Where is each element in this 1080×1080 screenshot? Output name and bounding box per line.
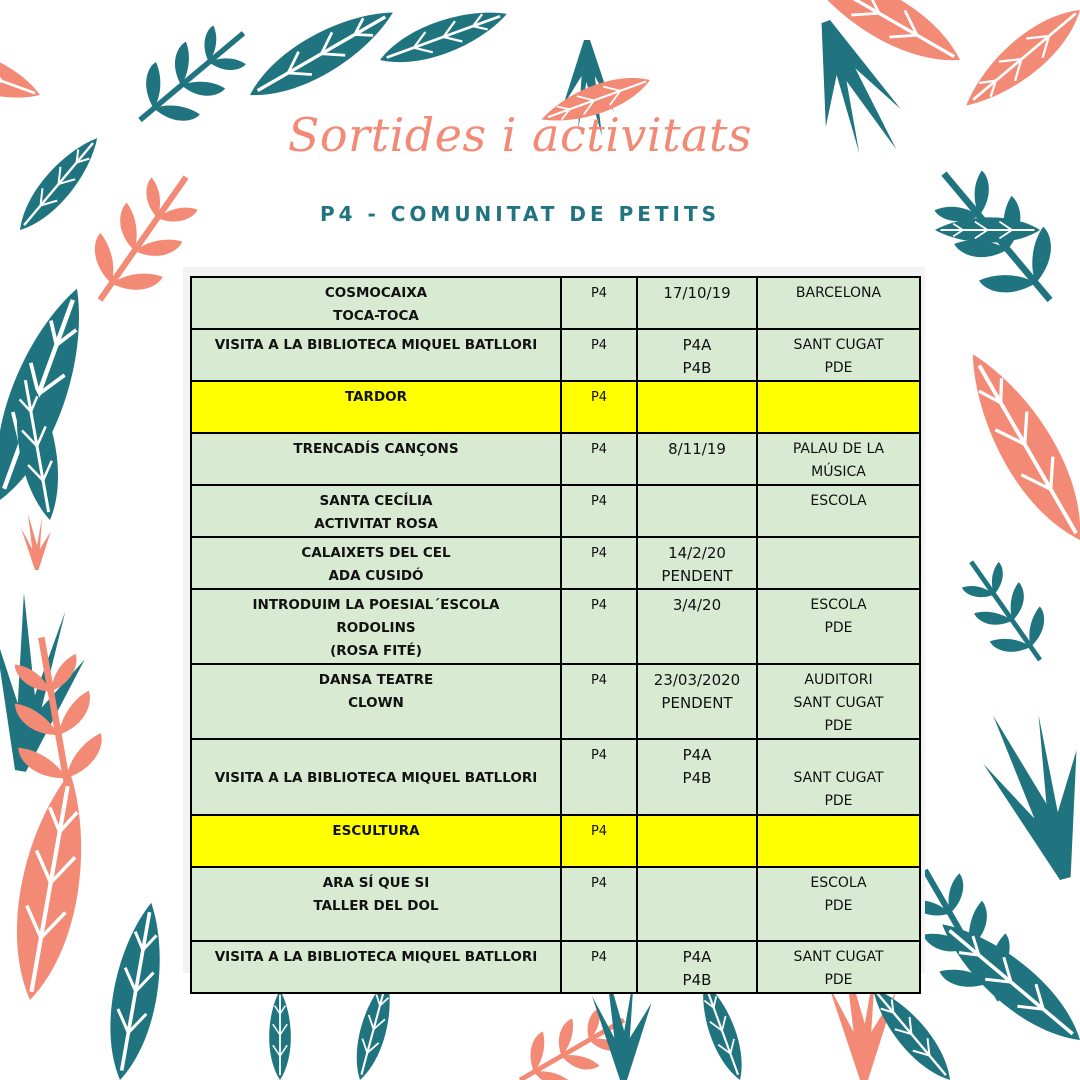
date-line: 8/11/19 <box>668 440 726 458</box>
activity-line: ADA CUSIDÓ <box>328 568 424 584</box>
place-cell <box>757 589 920 664</box>
level-cell <box>561 329 637 381</box>
place-line: ESCOLA <box>810 875 867 891</box>
activity-line: INTRODUIM LA POESIAL´ESCOLA <box>252 597 500 613</box>
activity-line: CALAIXETS DEL CEL <box>301 545 451 561</box>
activity-cell <box>191 433 561 485</box>
table-row <box>191 381 920 433</box>
activity-line: DANSA TEATRE <box>318 672 434 688</box>
activity-line: TOCA-TOCA <box>333 308 419 324</box>
level-cell <box>561 277 637 329</box>
activity-line: ACTIVITAT ROSA <box>314 516 438 532</box>
page-title: Sortides i activitats <box>287 108 753 162</box>
table-row <box>191 815 920 867</box>
activity-line: (ROSA FITÉ) <box>330 643 422 659</box>
level-cell <box>561 739 637 815</box>
place-line: SANT CUGAT <box>793 695 884 711</box>
activity-line: ARA SÍ QUE SI <box>322 875 430 891</box>
place-line: SANT CUGAT <box>793 337 884 353</box>
activity-cell <box>191 277 561 329</box>
place-line: PDE <box>824 972 853 988</box>
level-cell <box>561 381 637 433</box>
activity-line: VISITA A LA BIBLIOTECA MIQUEL BATLLORI <box>214 770 538 786</box>
place-line: AUDITORI <box>804 672 873 688</box>
activity-cell <box>191 589 561 664</box>
activity-cell <box>191 537 561 589</box>
activities-table-body <box>191 277 920 993</box>
level-text: P4 <box>590 673 608 688</box>
activity-line: CLOWN <box>348 695 404 711</box>
table-row <box>191 537 920 589</box>
table-row <box>191 329 920 381</box>
activity-cell <box>191 381 561 433</box>
date-line: P4B <box>682 971 712 989</box>
activity-line: TRENCADÍS CANÇONS <box>293 441 459 457</box>
date-cell <box>637 329 757 381</box>
date-cell <box>637 867 757 941</box>
activities-table <box>190 276 921 994</box>
activity-cell <box>191 664 561 739</box>
date-line: 14/2/20 <box>668 544 726 562</box>
level-cell <box>561 433 637 485</box>
table-row <box>191 941 920 993</box>
date-cell <box>637 381 757 433</box>
activity-cell <box>191 867 561 941</box>
level-cell <box>561 589 637 664</box>
place-line: PDE <box>824 793 853 809</box>
table-row <box>191 739 920 815</box>
date-cell <box>637 485 757 537</box>
level-text: P4 <box>590 390 608 405</box>
level-cell <box>561 815 637 867</box>
table-row <box>191 277 920 329</box>
place-cell <box>757 485 920 537</box>
date-cell <box>637 589 757 664</box>
level-cell <box>561 537 637 589</box>
activity-cell <box>191 815 561 867</box>
date-line: PENDENT <box>661 567 733 585</box>
activity-cell <box>191 739 561 815</box>
level-cell <box>561 485 637 537</box>
table-row <box>191 867 920 941</box>
place-cell <box>757 815 920 867</box>
activity-line: VISITA A LA BIBLIOTECA MIQUEL BATLLORI <box>214 337 538 353</box>
place-cell <box>757 664 920 739</box>
place-cell <box>757 277 920 329</box>
level-cell <box>561 664 637 739</box>
place-cell <box>757 329 920 381</box>
place-line: PDE <box>824 360 853 376</box>
activity-cell <box>191 485 561 537</box>
activity-cell <box>191 941 561 993</box>
activity-line: RODOLINS <box>336 620 416 636</box>
activity-line: VISITA A LA BIBLIOTECA MIQUEL BATLLORI <box>214 949 538 965</box>
level-cell <box>561 941 637 993</box>
date-line: P4A <box>682 336 712 354</box>
place-line: PALAU DE LA <box>792 441 885 457</box>
date-cell <box>637 739 757 815</box>
place-line: ESCOLA <box>810 597 867 613</box>
level-text: P4 <box>590 824 608 839</box>
level-text: P4 <box>590 748 608 763</box>
date-cell <box>637 433 757 485</box>
date-cell <box>637 277 757 329</box>
place-cell <box>757 537 920 589</box>
date-line: P4A <box>682 948 712 966</box>
level-text: P4 <box>590 494 608 509</box>
activity-line: TARDOR <box>344 389 408 405</box>
level-text: P4 <box>590 338 608 353</box>
place-line: PDE <box>824 620 853 636</box>
date-line: 17/10/19 <box>663 284 731 302</box>
place-line: SANT CUGAT <box>793 949 884 965</box>
activity-line: COSMOCAIXA <box>324 285 428 301</box>
place-cell <box>757 867 920 941</box>
level-text: P4 <box>590 286 608 301</box>
level-text: P4 <box>590 442 608 457</box>
date-cell <box>637 815 757 867</box>
level-text: P4 <box>590 598 608 613</box>
place-cell <box>757 381 920 433</box>
table-row <box>191 589 920 664</box>
activity-line: TALLER DEL DOL <box>313 898 439 914</box>
table-row <box>191 433 920 485</box>
place-line: BARCELONA <box>795 285 882 301</box>
date-cell <box>637 664 757 739</box>
activity-cell <box>191 329 561 381</box>
table-row <box>191 485 920 537</box>
page-subtitle: P4 - COMUNITAT DE PETITS <box>319 202 721 226</box>
date-cell <box>637 537 757 589</box>
level-text: P4 <box>590 876 608 891</box>
place-cell <box>757 433 920 485</box>
date-line: P4B <box>682 769 712 787</box>
date-line: P4B <box>682 359 712 377</box>
place-line: PDE <box>824 718 853 734</box>
date-line: P4A <box>682 746 712 764</box>
activities-sheet <box>183 267 925 989</box>
place-cell <box>757 739 920 815</box>
place-line: ESCOLA <box>810 493 867 509</box>
activity-line: SANTA CECÍLIA <box>319 493 433 509</box>
place-line: SANT CUGAT <box>793 770 884 786</box>
level-text: P4 <box>590 546 608 561</box>
place-cell <box>757 941 920 993</box>
level-cell <box>561 867 637 941</box>
table-row <box>191 664 920 739</box>
date-line: PENDENT <box>661 694 733 712</box>
date-line: 3/4/20 <box>672 596 722 614</box>
date-cell <box>637 941 757 993</box>
place-line: PDE <box>824 898 853 914</box>
level-text: P4 <box>590 950 608 965</box>
place-line: MÚSICA <box>811 464 866 480</box>
date-line: 23/03/2020 <box>653 671 741 689</box>
activity-line: ESCULTURA <box>332 823 420 839</box>
